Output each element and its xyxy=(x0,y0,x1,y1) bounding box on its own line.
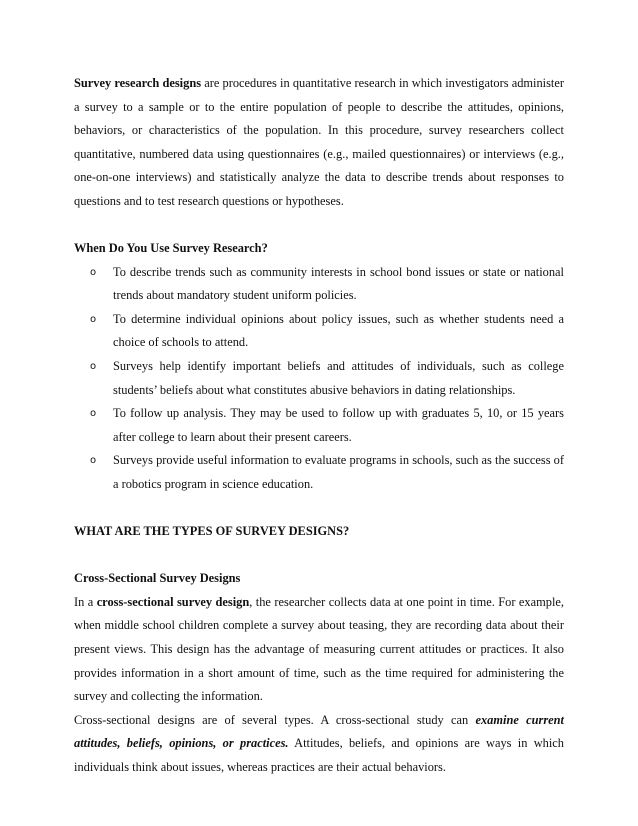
bullet-marker-icon: o xyxy=(90,266,97,278)
cross-sectional-heading: Cross-Sectional Survey Designs xyxy=(74,571,241,586)
cs-p1-pre: In a xyxy=(74,594,97,609)
intro-paragraph xyxy=(74,72,564,214)
bullet-item xyxy=(74,308,564,355)
bullet-text: Surveys provide useful information to evaluate programs in schools, such as the success of a robotics program in science education. xyxy=(113,453,564,491)
bullet-marker-icon: o xyxy=(90,455,97,467)
bullet-text: To describe trends such as community interests in school bond issues or state or national trends about mandatory student uniform policies. xyxy=(113,264,564,303)
intro-text: are procedures in quantitative research in which investigators administer a survey to a sample or to the entire population of people to describe the attitudes, opinions, behaviors, or characteristics of the population. In this procedure, survey researchers collect quantitative, numbered data using questionnaires (e.g., mailed questionnaires) or interviews (e.g., one-on-one interviews) and statistically analyze the data to describe trends about responses to questions and to test research questions or hypotheses. xyxy=(74,76,564,208)
bullet-item xyxy=(74,402,564,449)
bullet-marker-icon: o xyxy=(90,408,97,420)
cs-p2-pre: Cross-sectional designs are of several types. A cross-sectional study can xyxy=(74,712,476,727)
when-bullet-list xyxy=(74,261,564,497)
bullet-item xyxy=(74,261,564,308)
spacer xyxy=(74,544,564,568)
types-heading: WHAT ARE THE TYPES OF SURVEY DESIGNS? xyxy=(74,524,350,539)
bullet-marker-icon: o xyxy=(90,361,97,373)
spacer xyxy=(74,497,564,521)
bullet-item xyxy=(74,449,564,496)
cs-p2-emphasis: examine current attitudes, beliefs, opinions, or practices. xyxy=(74,712,564,751)
when-heading: When Do You Use Survey Research? xyxy=(74,241,268,256)
bullet-marker-icon: o xyxy=(90,313,97,325)
spacer xyxy=(74,214,564,238)
bullet-item xyxy=(74,355,564,402)
cs-p1-post: , the researcher collects data at one point in time. For example, when middle school children complete a survey about teasing, they are recording data about their present views. This design has the advantage of measuring current attitudes or practices. It also provides information in a short amount of time, such as the time required for administering the survey and collecting the information. xyxy=(74,594,564,704)
bullet-text: Surveys help identify important beliefs and attitudes of individuals, such as college students’ beliefs about what constitutes abusive behaviors in dating relationships. xyxy=(113,359,564,397)
bullet-text: To determine individual opinions about policy issues, such as whether students need a choice of schools to attend. xyxy=(113,311,564,350)
cross-sectional-paragraph-1 xyxy=(74,591,564,709)
bullet-text: To follow up analysis. They may be used to follow up with graduates 5, 10, or 15 years after college to learn about their present careers. xyxy=(113,406,564,444)
intro-term: Survey research designs xyxy=(74,76,202,90)
cross-sectional-paragraph-2 xyxy=(74,709,564,780)
cs-p1-term: cross-sectional survey design xyxy=(96,594,250,609)
cs-p2-post: Attitudes, beliefs, and opinions are ways in which individuals think about issues, whereas practices are their actual behaviors. xyxy=(74,736,564,774)
